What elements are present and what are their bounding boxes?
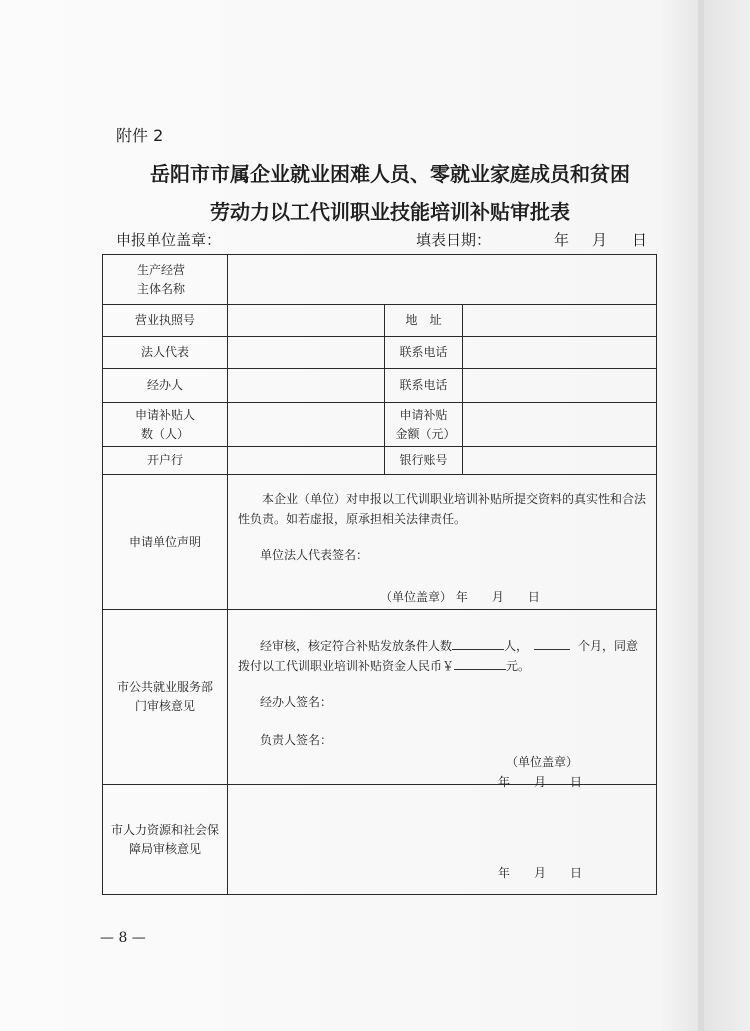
bank-label: 开户行 (103, 447, 228, 475)
declaration-text: 本企业（单位）对申报以工代训职业培训补贴所提交资料的真实性和合法性负责。如若虚报，原承担相关法律责任。 (238, 492, 647, 526)
phone-1-label: 联系电话 (385, 337, 463, 369)
hrss-review-label: 市人力资源和社会保障局审核意见 (103, 785, 228, 895)
subsidy-amount-field[interactable] (463, 403, 657, 447)
public-review-cell (228, 610, 657, 789)
declaration-cell (228, 475, 657, 610)
phone-2-field[interactable] (463, 369, 657, 403)
legal-rep-label: 法人代表 (103, 337, 228, 369)
phone-1-field[interactable] (463, 337, 657, 369)
fill-date-year: 年 (554, 231, 570, 249)
table-row (103, 337, 657, 369)
public-review-label: 市公共就业服务部门审核意见 (103, 610, 228, 785)
public-leader-sign: 负责人签名： (260, 733, 333, 747)
bank-field[interactable] (228, 447, 385, 475)
license-no-field[interactable] (228, 305, 385, 337)
public-seal: （单位盖章） (506, 755, 579, 769)
table-row (103, 610, 657, 785)
page-number: — 8 — (100, 930, 146, 946)
phone-2-label: 联系电话 (385, 369, 463, 403)
handler-field[interactable] (228, 369, 385, 403)
public-review-date: 年 月 日 (498, 775, 583, 789)
declaration-seal-date: （单位盖章） 年 月 日 (380, 590, 540, 604)
handler-label: 经办人 (103, 369, 228, 403)
eligible-count-blank[interactable] (452, 637, 504, 650)
table-row (103, 785, 657, 895)
table-row (103, 369, 657, 403)
table-row (103, 475, 657, 610)
fill-date-day: 日 (632, 231, 648, 249)
license-no-label: 营业执照号 (103, 305, 228, 337)
form-title-line-2: 劳动力以工代训职业技能培训补贴审批表 (210, 200, 570, 224)
legal-rep-field[interactable] (228, 337, 385, 369)
entity-name-field[interactable] (228, 255, 657, 305)
public-handler-sign: 经办人签名： (260, 695, 333, 709)
months-blank[interactable] (534, 637, 570, 650)
declaration-signature: 单位法人代表签名： (260, 548, 369, 562)
hrss-review-date: 年 月 日 (498, 866, 583, 880)
amount-blank[interactable] (454, 657, 506, 670)
declaration-label: 申请单位声明 (103, 475, 228, 610)
address-field[interactable] (463, 305, 657, 337)
public-review-line-1: 经审核，核定符合补贴发放条件人数 人， 个月，同意 (260, 639, 639, 653)
fill-date-month: 月 (592, 231, 608, 249)
subsidy-count-label: 申请补贴人数（人） (103, 403, 228, 447)
public-review-line-2: 拨付以工代训职业培训补贴资金人民币￥ 元。 (238, 659, 531, 673)
subsidy-count-field[interactable] (228, 403, 385, 447)
table-row (103, 403, 657, 447)
subsidy-amount-label: 申请补贴金额（元） (385, 403, 463, 447)
page-edge (698, 0, 704, 1031)
fill-date-label: 填表日期： (416, 231, 492, 249)
applicant-seal-label: 申报单位盖章： (116, 231, 222, 249)
attachment-label: 附件 2 (116, 126, 164, 145)
address-label: 地 址 (385, 305, 463, 337)
entity-name-label: 生产经营主体名称 (103, 255, 228, 305)
table-row (103, 255, 657, 305)
form-title-line-1: 岳阳市市属企业就业困难人员、零就业家庭成员和贫困 (150, 162, 630, 186)
hrss-review-cell (228, 785, 657, 895)
table-row (103, 447, 657, 475)
table-row (103, 305, 657, 337)
account-field[interactable] (463, 447, 657, 475)
approval-form-table (102, 254, 657, 895)
account-label: 银行账号 (385, 447, 463, 475)
